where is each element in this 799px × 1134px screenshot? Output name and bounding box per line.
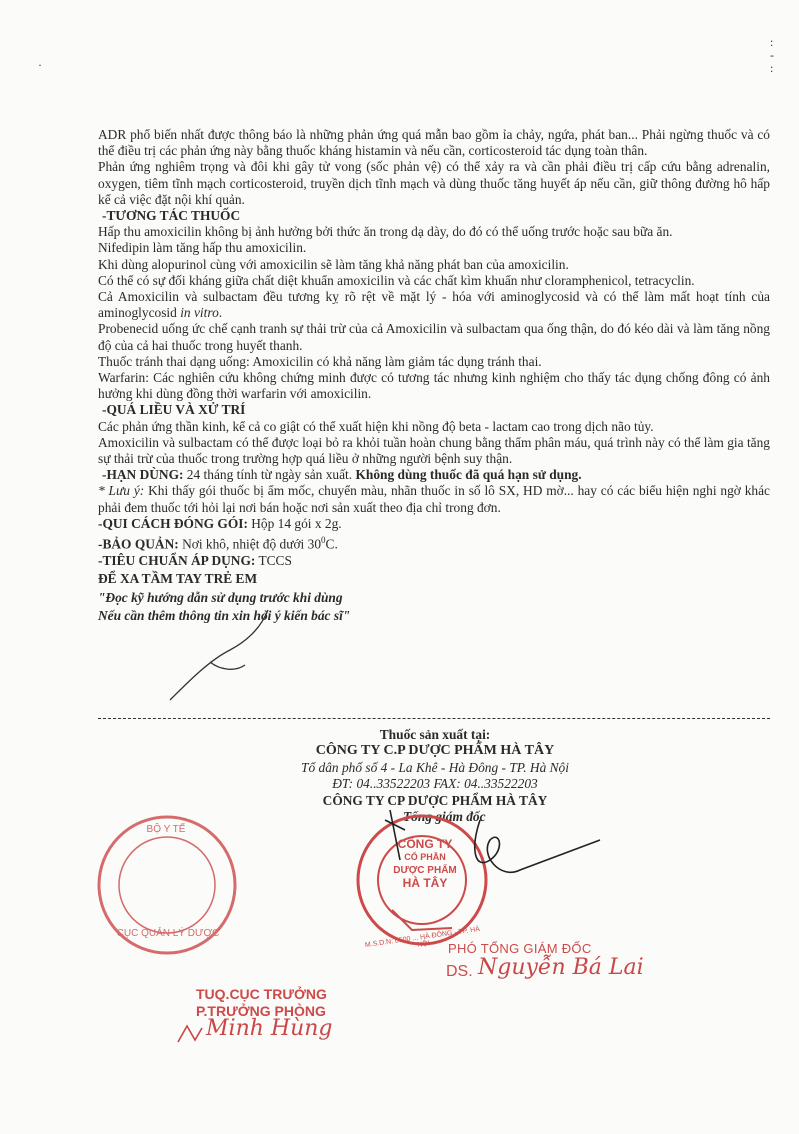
stamp-line: CỔ PHẦN bbox=[404, 852, 446, 862]
interaction-line: Warfarin: Các nghiên cứu không chứng minh được có tương tác nhưng kinh nghiệm cho thấy tác dụng chống đông có ảnh hưởng khi dùng đồng thời warfarin với amoxicilin. bbox=[98, 370, 770, 402]
note-line bbox=[98, 483, 770, 515]
section-heading-interaction: -TƯƠNG TÁC THUỐC bbox=[102, 208, 241, 224]
stamp-line: DƯỢC PHẨM bbox=[393, 865, 457, 876]
expiry-label: -HẠN DÙNG: bbox=[102, 467, 184, 483]
manufacturer-company: CÔNG TY C.P DƯỢC PHẨM HÀ TÂY bbox=[315, 743, 555, 759]
agency-line-1: TUQ.CỤC TRƯỞNG bbox=[196, 986, 327, 1002]
deputy-director-title: PHÓ TỔNG GIÁM ĐỐC bbox=[448, 941, 592, 956]
read-instructions-line-1: "Đọc kỹ hướng dẫn sử dụng trước khi dùng bbox=[98, 590, 343, 606]
read-instructions-line-2: Nếu cần thêm thông tin xin hỏi ý kiến bác sĩ" bbox=[98, 608, 351, 624]
standard-line bbox=[98, 553, 770, 569]
interaction-line: Thuốc tránh thai dạng uống: Amoxicilin có khả năng làm giảm tác dụng tránh thai. bbox=[98, 353, 542, 369]
overdose-line: Các phản ứng thần kinh, kể cả co giật có thể xuất hiện khi nồng độ beta - lactam cao trong dịch não tủy. bbox=[98, 418, 654, 434]
packaging-label: -QUI CÁCH ĐÓNG GÓI: bbox=[98, 515, 248, 531]
corner-mark-left: · bbox=[38, 58, 42, 72]
ministry-stamp-bottom: CỤC QUẢN LÝ DƯỢC bbox=[116, 928, 220, 939]
note-label: * Lưu ý: bbox=[98, 483, 145, 499]
corner-mark-right: : - : bbox=[770, 35, 774, 75]
interaction-line: Probenecid uống ức chế cạnh tranh sự thải trừ của cả Amoxicilin và sulbactam qua ống thận, do đó kéo dài và làm tăng nồng độ của cả hai thuốc trong huyết thanh. bbox=[98, 321, 770, 353]
storage-text: Nơi khô, nhiệt độ dưới 30 bbox=[178, 536, 322, 552]
in-vitro-text: in vitro bbox=[180, 305, 219, 321]
leaflet-body bbox=[98, 127, 770, 625]
expiry-warning: Không dùng thuốc đã quá hạn sử dụng. bbox=[355, 467, 582, 483]
company-stamp-ring-text: M.S.D.N: 0500 ... HÀ ĐÔNG - TP. HÀ NỘI bbox=[364, 925, 481, 950]
keep-away-warning: ĐỂ XA TẦM TAY TRẺ EM bbox=[98, 570, 258, 586]
degree-superscript: 0 bbox=[321, 535, 326, 546]
signature-scribble-top bbox=[150, 600, 280, 710]
manufacturer-phone: ĐT: 04..33522203 FAX: 04..33522203 bbox=[332, 776, 538, 792]
standard-text: TCCS bbox=[255, 552, 292, 568]
agency-signer-name: Minh Hùng bbox=[206, 1016, 333, 1041]
adr-paragraph-2: Phản ứng nghiêm trọng và đôi khi gây tử vong (sốc phản vệ) có thể xảy ra và cần phải điều trị cấp cứu bằng adrenalin, oxygen, tiêm tĩnh mạch corticosteroid, truyền dịch tĩnh mạch và dùng thuốc tăng huyết áp nếu cần, giữ thông đường hô hấp kể cả việc đặt nội khí quản. bbox=[98, 159, 770, 207]
adr-paragraph-1: ADR phổ biến nhất được thông báo là những phản ứng quá mẫn bao gồm ỉa chảy, ngứa, phát ban... Phải ngừng thuốc và có thể điều trị các phản ứng này bằng thuốc kháng histamin và nếu cần, corticosteroid tác dụng toàn thân. bbox=[98, 127, 770, 159]
stamp-line: HÀ TÂY bbox=[402, 876, 448, 890]
manufacturer-label: Thuốc sản xuất tại: bbox=[379, 727, 491, 742]
overdose-line: Amoxicilin và sulbactam có thể được loại bỏ ra khỏi tuần hoàn chung bằng thẩm phân máu, quá trình này có thể làm gia tăng sự thải trừ của thuốc trong trường hợp quá liều ở những người bệnh suy thận. bbox=[98, 434, 770, 467]
interaction-line bbox=[98, 289, 770, 321]
storage-unit: C. bbox=[325, 536, 338, 552]
section-heading-overdose: -QUÁ LIỀU VÀ XỬ TRÍ bbox=[102, 402, 246, 418]
interaction-line: Hấp thu amoxicilin không bị ảnh hưởng bởi thức ăn trong dạ dày, do đó có thể uống trước hoặc sau bữa ăn. bbox=[98, 224, 673, 240]
ministry-stamp-top: BỘ Y TẾ bbox=[146, 824, 186, 835]
section-divider bbox=[98, 718, 770, 719]
expiry-line bbox=[102, 467, 770, 483]
storage-line bbox=[98, 532, 770, 553]
agency-line-2: P.TRƯỞNG PHÒNG bbox=[196, 1003, 326, 1019]
storage-label: -BẢO QUẢN: bbox=[98, 536, 179, 552]
packaging-line bbox=[98, 516, 770, 532]
director-signature bbox=[380, 800, 610, 920]
manufacturer-address: Tổ dân phố số 4 - La Khê - Hà Đông - TP. Hà Nội bbox=[301, 759, 569, 775]
interaction-line: Khi dùng alopurinol cùng với amoxicilin sẽ làm tăng khả năng phát ban của amoxicilin. bbox=[98, 256, 569, 272]
standard-label: -TIÊU CHUẨN ÁP DỤNG: bbox=[98, 552, 256, 568]
expiry-text: 24 tháng tính từ ngày sản xuất. bbox=[183, 467, 356, 483]
interaction-line: Nifedipin làm tăng hấp thu amoxicilin. bbox=[98, 240, 307, 256]
interaction-text: Cả Amoxicilin và sulbactam đều tương kỵ rõ rệt về mặt lý - hóa với aminoglycosid và có thể làm mất hoạt tính của aminoglycosid bbox=[98, 289, 770, 321]
agency-signature-mark bbox=[175, 1022, 205, 1046]
manufacturer-company-2: CÔNG TY CP DƯỢC PHẨM HÀ TÂY bbox=[322, 792, 548, 808]
period-text: . bbox=[218, 305, 223, 321]
interaction-line: Có thể có sự đối kháng giữa chất diệt khuẩn amoxicilin và các chất kìm khuẩn như cloramphenicol, tetracyclin. bbox=[98, 272, 695, 288]
packaging-text: Hộp 14 gói x 2g. bbox=[247, 515, 342, 531]
director-title: Tổng giám đốc bbox=[403, 809, 486, 825]
stamp-line: CÔNG TY bbox=[397, 837, 453, 851]
note-text: Khi thấy gói thuốc bị ẩm mốc, chuyển màu, nhãn thuốc in số lô SX, HD mờ... hay có các biểu hiện nghi ngờ khác phải đem thuốc tới hỏi lại nơi bán hoặc nơi sản xuất theo địa chỉ trong đơn. bbox=[98, 483, 770, 515]
deputy-prefix: DS. bbox=[446, 963, 473, 980]
deputy-name: Nguyễn Bá Lai bbox=[478, 955, 644, 980]
